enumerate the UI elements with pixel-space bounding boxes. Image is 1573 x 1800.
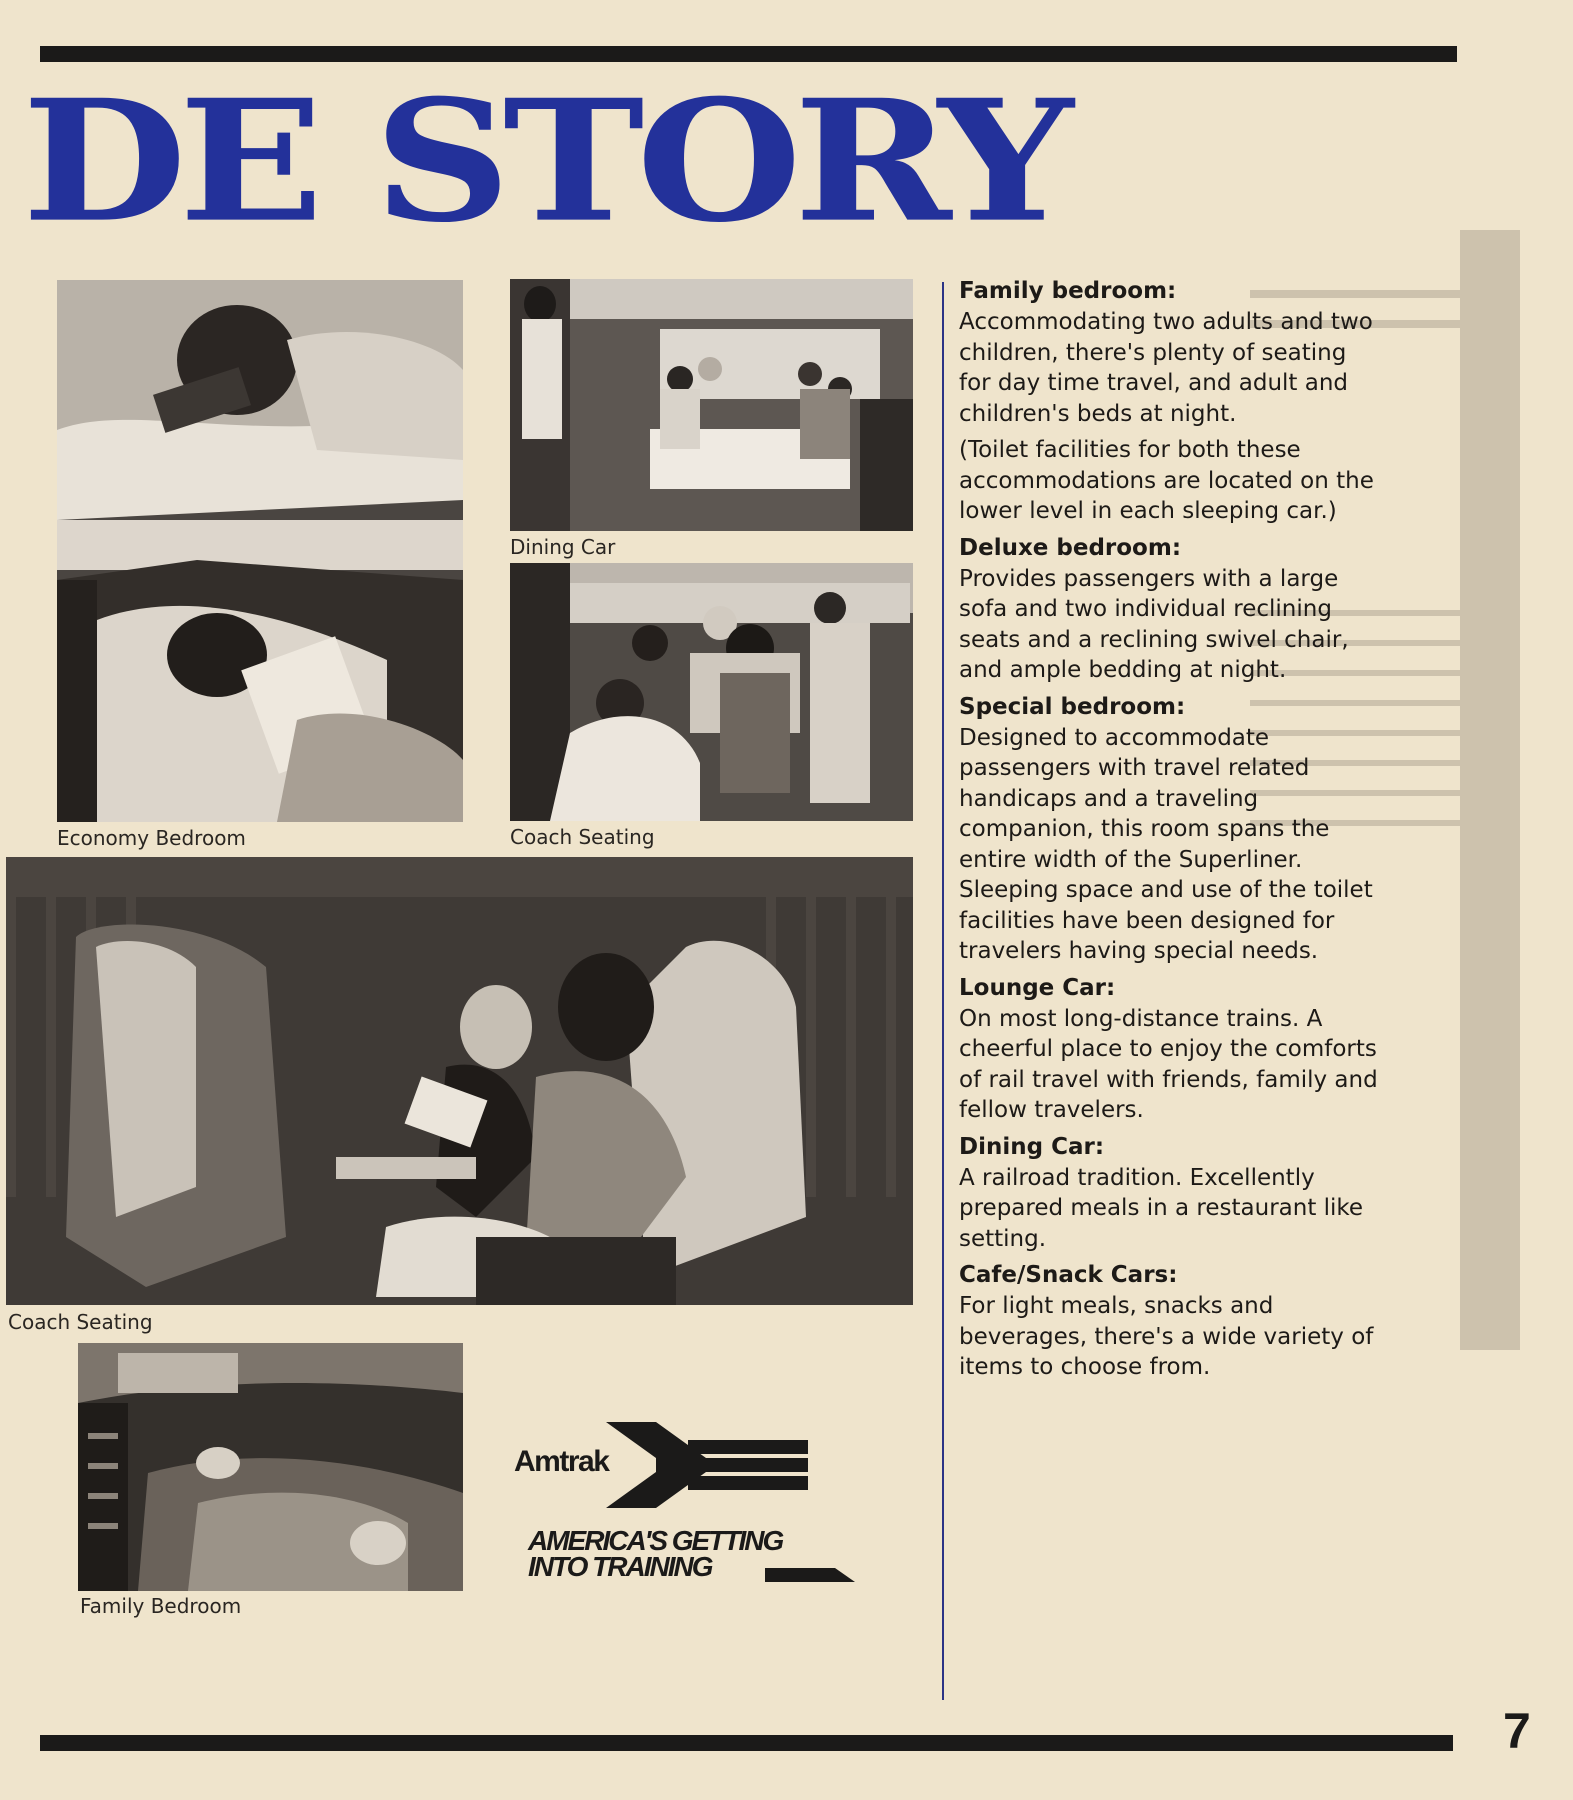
section-heading: Cafe/Snack Cars:: [959, 1262, 1178, 1288]
section-heading: Lounge Car:: [959, 974, 1116, 1001]
section-deluxe-bedroom: [959, 533, 1379, 686]
family-bedroom-caption: Family Bedroom: [80, 1594, 242, 1618]
column-divider: [942, 282, 944, 1700]
economy-bedroom-photo: [57, 280, 463, 822]
section-dining-car: [959, 1132, 1379, 1255]
section-heading: Family bedroom:: [959, 278, 1177, 304]
section-heading: Deluxe bedroom:: [959, 534, 1182, 561]
amtrak-wordmark: Amtrak: [514, 1445, 609, 1478]
section-cafe-snack-cars: [959, 1260, 1379, 1383]
family-bedroom-photo: [78, 1343, 463, 1591]
section-special-bedroom: [959, 692, 1379, 967]
bottom-rule: [40, 1735, 1453, 1751]
section-heading: Special bedroom:: [959, 693, 1186, 720]
section-body: A railroad tradition. Excellently prepared meals in a restaurant like setting.: [959, 1164, 1364, 1252]
coach-seating-small-caption: Coach Seating: [510, 825, 655, 849]
coach-seating-large-caption: Coach Seating: [8, 1310, 153, 1334]
section-body: Provides passengers with a large sofa and two individual reclining seats and a reclining swivel chair, and ample bedding at night.: [959, 565, 1349, 683]
headline: DE STORY: [22, 63, 1066, 260]
section-body: Accommodating two adults and two children, there's plenty of seating for day time travel, and adult and children's beds at night.: [959, 309, 1373, 427]
slogan-train-icon: [765, 1568, 855, 1582]
section-lounge-car: [959, 973, 1379, 1126]
dining-car-caption: Dining Car: [510, 535, 616, 559]
section-body: On most long-distance trains. A cheerful place to enjoy the comforts of rail travel with friends, family and fellow travelers.: [959, 1005, 1378, 1123]
accommodations-text-column: [959, 276, 1379, 1389]
slogan-line-2: INTO TRAINING: [528, 1551, 712, 1582]
section-body: For light meals, snacks and beverages, there's a wide variety of items to choose from.: [959, 1293, 1374, 1380]
section-family-bedroom: [959, 276, 1379, 527]
economy-bedroom-caption: Economy Bedroom: [57, 826, 246, 850]
slogan-line-1: AMERICA'S GETTING: [528, 1525, 783, 1556]
coach-seating-large-photo: [6, 857, 913, 1305]
section-heading: Dining Car:: [959, 1133, 1105, 1160]
section-note: (Toilet facilities for both these accommodations are located on the lower level in each sleeping car.): [959, 437, 1374, 524]
section-body: Designed to accommodate passengers with travel related handicaps and a traveling companion, this room spans the entire width of the Superliner. Sleeping space and use of the toilet facilities have been designed for travelers having special needs.: [959, 724, 1373, 964]
coach-seating-small-photo: [510, 563, 913, 821]
dining-car-photo: [510, 279, 913, 531]
page-number: 7: [1503, 1703, 1531, 1759]
top-rule: [40, 46, 1457, 62]
